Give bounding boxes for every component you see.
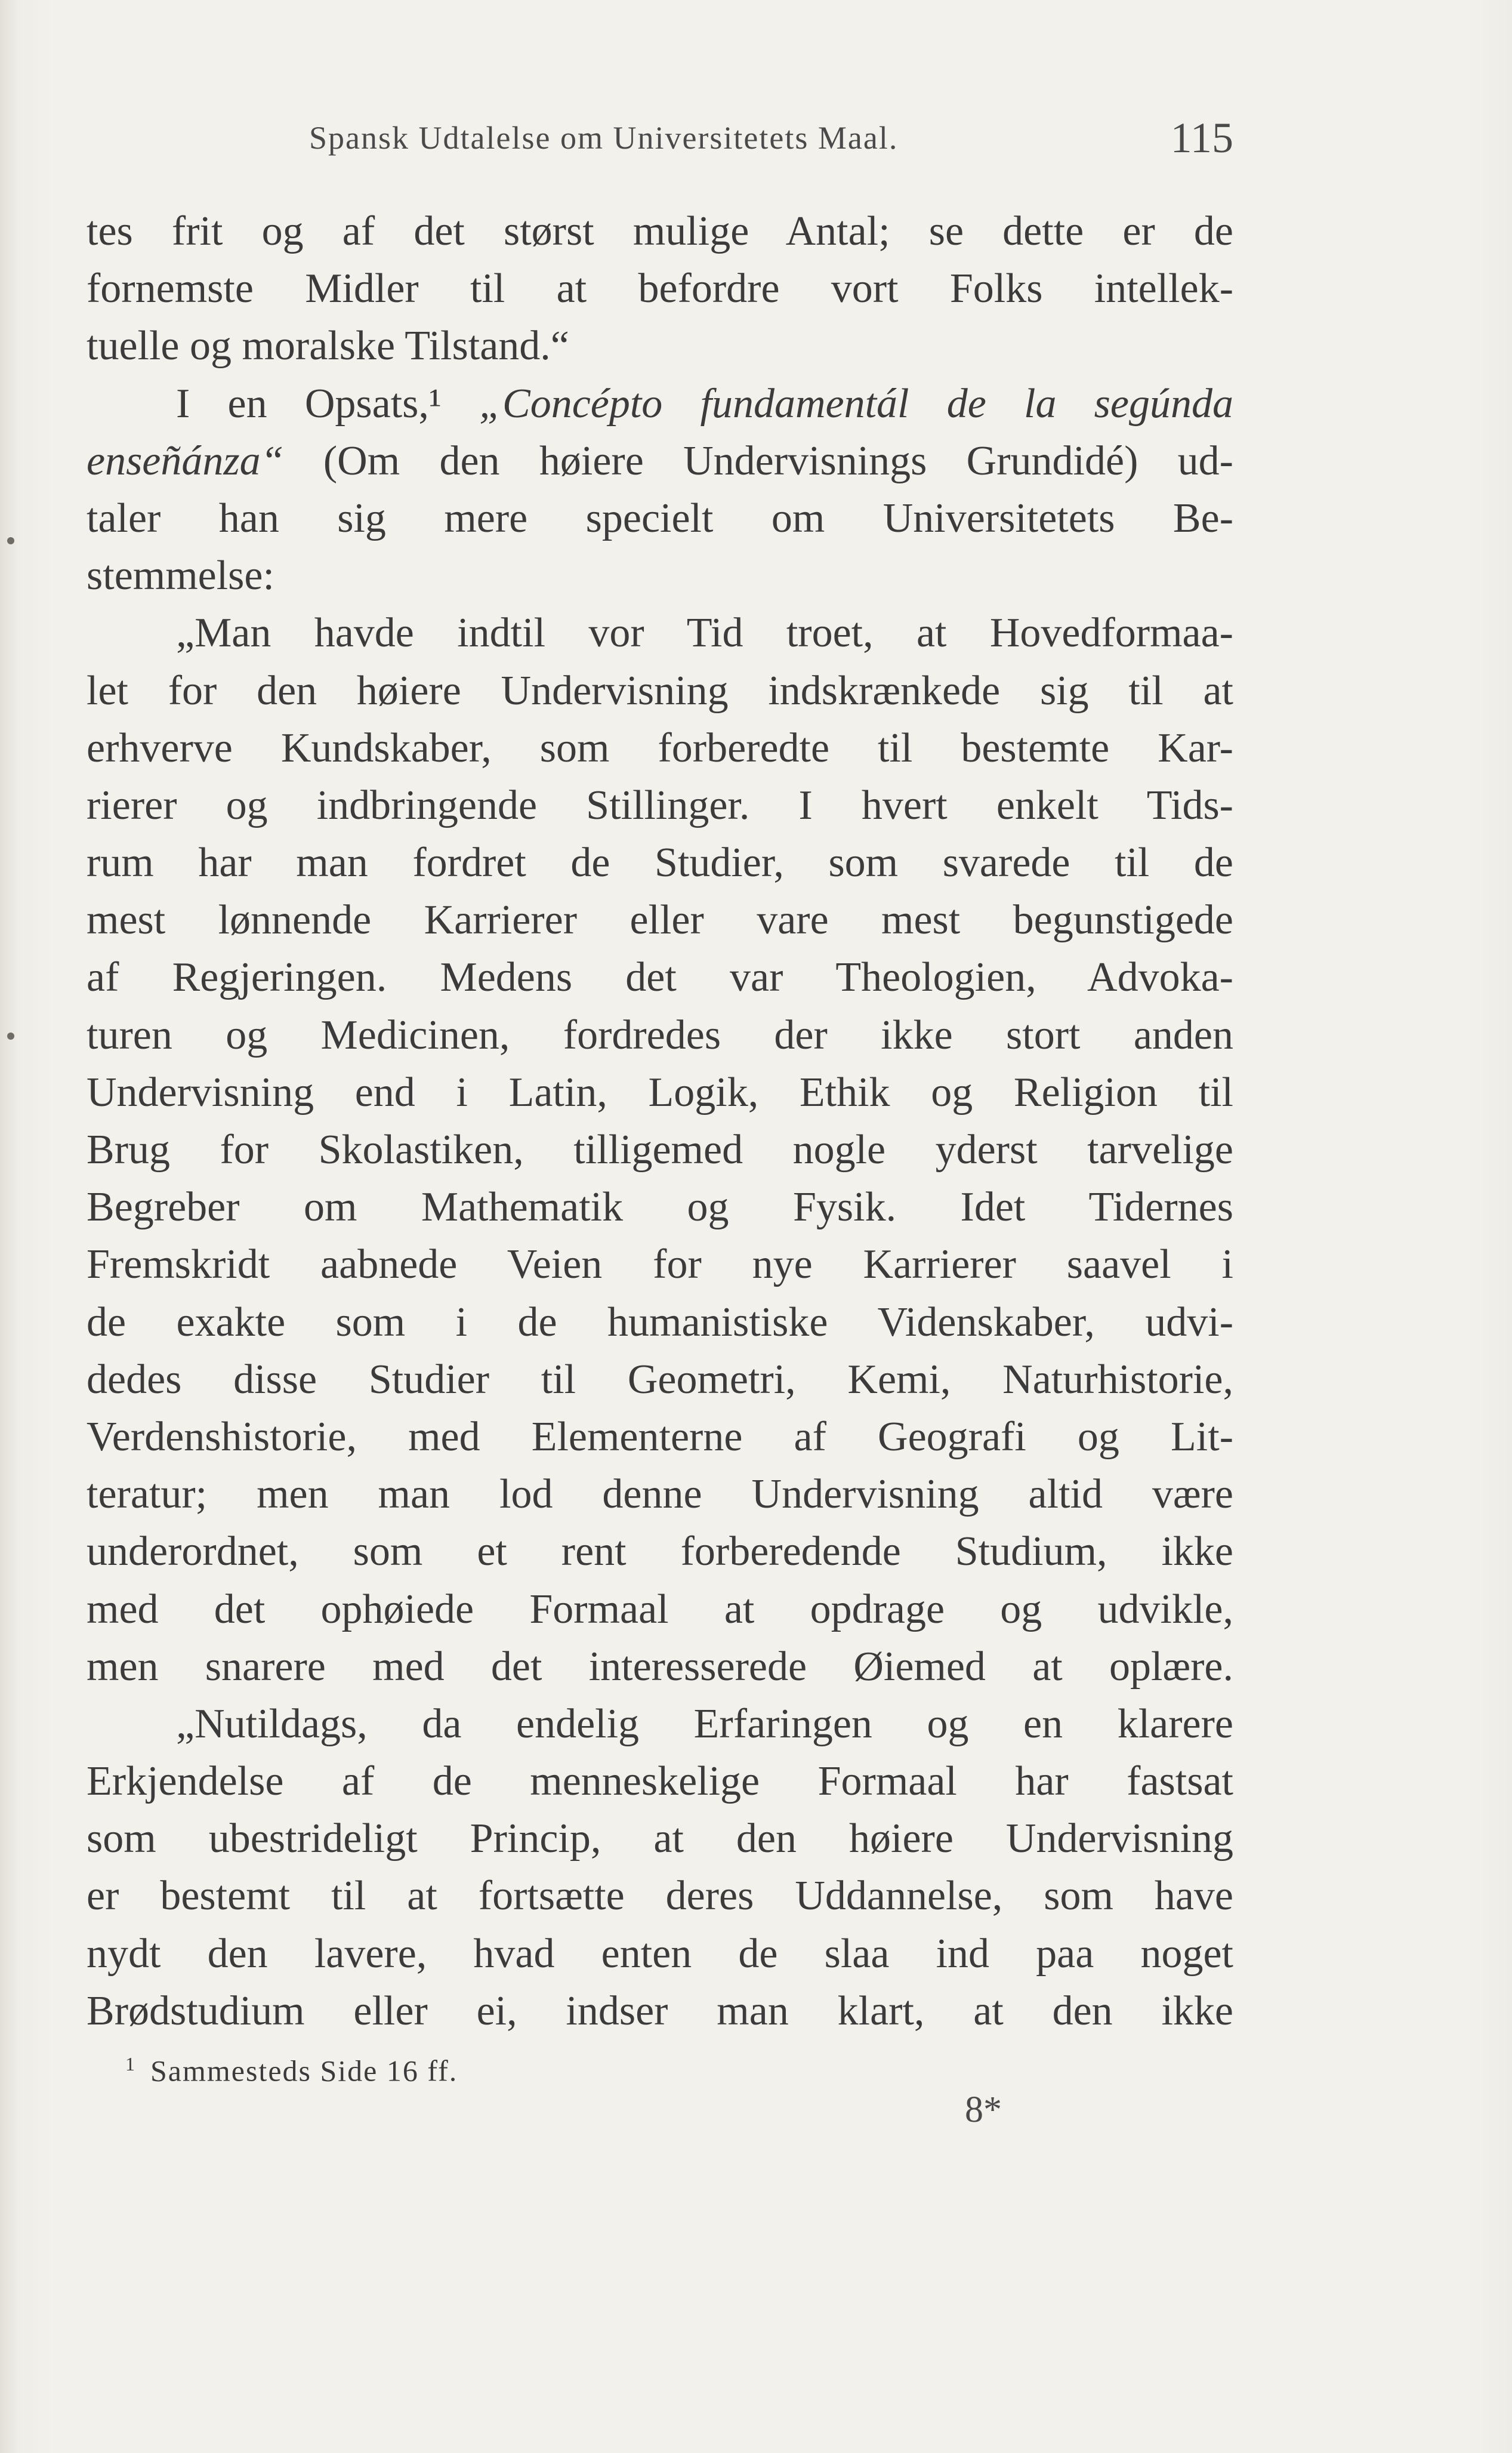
text-line: „Nutildags, da endelig Erfaringen og en klarere (176, 1700, 1233, 1747)
text-line: rum har man fordret de Studier, som svarede til de (87, 840, 1233, 886)
text-line: Brug for Skolastiken, tilligemed nogle yderst tarvelige (87, 1127, 1233, 1173)
text-line: Verdenshistorie, med Elementerne af Geografi og Lit- (87, 1413, 1233, 1460)
text-line: er bestemt til at fortsætte deres Uddannelse, som have (87, 1873, 1233, 1919)
text-line: underordnet, som et rent forberedende Studium, ikke (87, 1528, 1233, 1575)
text-line: „Man havde indtil vor Tid troet, at Hovedformaa- (176, 610, 1233, 657)
body-text (87, 203, 1233, 2040)
text-line: Brødstudium eller ei, indser man klart, at den ikke (87, 1987, 1233, 2034)
text-line: Erkjendelse af de menneskelige Formaal har fastsat (87, 1758, 1233, 1805)
running-head-title: Spansk Udtalelse om Universitetets Maal. (309, 120, 899, 156)
footnote (125, 2053, 458, 2088)
text-line: Undervisning end i Latin, Logik, Ethik og Religion til (87, 1069, 1233, 1115)
text-line: Fremskridt aabnede Veien for nye Karrierer saavel i (87, 1241, 1233, 1288)
text-line: teratur; men man lod denne Undervisning altid være (87, 1471, 1233, 1518)
text-line: rierer og indbringende Stillinger. I hvert enkelt Tids- (87, 782, 1233, 828)
text-line: let for den høiere Undervisning indskrænkede sig til at (87, 667, 1233, 714)
text-line: men snarere med det interesserede Øiemed at oplære. (87, 1643, 1233, 1690)
text-line: Begreber om Mathematik og Fysik. Idet Tidernes (87, 1184, 1233, 1231)
text-line: turen og Medicinen, fordredes der ikke stort anden (87, 1012, 1233, 1058)
margin-speck (7, 537, 14, 544)
text-line: fornemste Midler til at befordre vort Folks intellek- (87, 266, 1233, 312)
text-line: med det ophøiede Formaal at opdrage og udvikle, (87, 1586, 1233, 1632)
text-line: erhverve Kundskaber, som forberedte til bestemte Kar- (87, 725, 1233, 771)
text-line: stemmelse: (87, 553, 274, 599)
text-line: mest lønnende Karrierer eller vare mest begunstigede (87, 897, 1233, 944)
text-line: enseñánza“ (Om den høiere Undervisnings Grundidé) ud- (87, 437, 1233, 484)
text-line: af Regjeringen. Medens det var Theologien, Advoka- (87, 954, 1233, 1001)
text-line: tuelle og moralske Tilstand.“ (87, 323, 569, 369)
text-line: taler han sig mere specielt om Universitetets Be- (87, 495, 1233, 541)
page-number: 115 (1170, 114, 1233, 162)
signature-mark: 8* (965, 2090, 1002, 2130)
footnote-text: Sammesteds Side 16 ff. (150, 2054, 458, 2088)
text-line: tes frit og af det størst mulige Antal; se dette er de (87, 208, 1233, 254)
running-head (87, 113, 1233, 167)
footnote-marker: 1 (125, 2053, 136, 2075)
text-line: dedes disse Studier til Geometri, Kemi, Naturhistorie, (87, 1356, 1233, 1403)
text-line: som ubestrideligt Princip, at den høiere Undervisning (87, 1816, 1233, 1862)
margin-speck (7, 1033, 14, 1040)
text-line: nydt den lavere, hvad enten de slaa ind paa noget (87, 1930, 1233, 1977)
text-line: I en Opsats,¹ „Concépto fundamentál de la segúnda (176, 380, 1233, 427)
text-line: de exakte som i de humanistiske Videnskaber, udvi- (87, 1299, 1233, 1345)
